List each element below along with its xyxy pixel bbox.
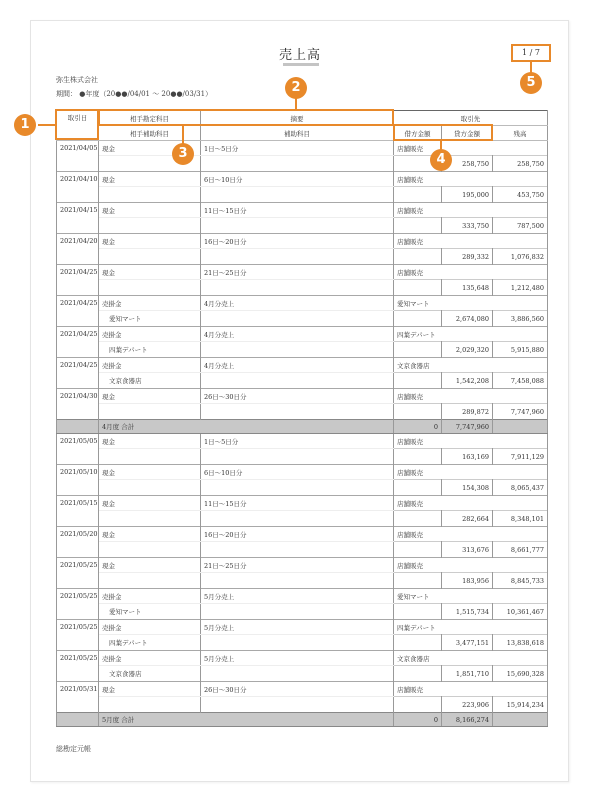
- entry-date: 2021/05/20: [57, 527, 99, 558]
- entry-account: 現金: [99, 265, 201, 280]
- entry-debit: [394, 311, 442, 327]
- entry-summary: 21日～25日分: [201, 558, 394, 573]
- header-counter-account: 相手勘定科目: [99, 111, 201, 126]
- entry-balance: 15,914,234: [493, 697, 548, 713]
- entry-summary: 4月分売上: [201, 296, 394, 311]
- ledger-entry-row: [57, 651, 548, 666]
- entry-partner: 店舗販売: [394, 496, 548, 511]
- entry-debit: [394, 511, 442, 527]
- entry-credit: 258,750: [442, 156, 493, 172]
- header-partner: 取引先: [394, 111, 548, 126]
- header-summary: 摘要: [201, 111, 394, 126]
- entry-summary: 16日～20日分: [201, 234, 394, 249]
- entry-balance: 8,065,437: [493, 480, 548, 496]
- entry-sub-account: 愛知マート: [99, 311, 201, 327]
- entry-sub-account: [99, 480, 201, 496]
- entry-sub-account: 愛知マート: [99, 604, 201, 620]
- entry-date: 2021/04/15: [57, 203, 99, 234]
- entry-credit: 183,956: [442, 573, 493, 589]
- entry-account: 売掛金: [99, 296, 201, 311]
- ledger-entry-subrow: [57, 249, 548, 265]
- entry-balance: 7,911,129: [493, 449, 548, 465]
- callout-line-2: [295, 98, 297, 110]
- entry-balance: 7,458,088: [493, 373, 548, 389]
- entry-balance: 8,661,777: [493, 542, 548, 558]
- total-label: 4月度 合計: [99, 420, 394, 434]
- entry-sub-summary: [201, 404, 394, 420]
- entry-date: 2021/05/25: [57, 620, 99, 651]
- entry-partner: 愛知マート: [394, 589, 548, 604]
- total-debit: 0: [394, 713, 442, 727]
- entry-balance: 1,212,480: [493, 280, 548, 296]
- entry-sub-account: [99, 404, 201, 420]
- entry-date: 2021/05/25: [57, 558, 99, 589]
- entry-date: 2021/04/25: [57, 265, 99, 296]
- entry-summary: 5月分売上: [201, 589, 394, 604]
- callout-badge-2: 2: [285, 77, 307, 99]
- ledger-entry-subrow: [57, 311, 548, 327]
- entry-sub-summary: [201, 449, 394, 465]
- entry-summary: 4月分売上: [201, 358, 394, 373]
- entry-sub-summary: [201, 604, 394, 620]
- header-counter-sub-account: 相手補助科目: [99, 126, 201, 141]
- entry-summary: 6日～10日分: [201, 465, 394, 480]
- entry-credit: 154,308: [442, 480, 493, 496]
- entry-balance: 787,500: [493, 218, 548, 234]
- entry-credit: 289,872: [442, 404, 493, 420]
- total-debit: 0: [394, 420, 442, 434]
- page-title: 売上高: [278, 48, 321, 63]
- ledger-entry-row: [57, 620, 548, 635]
- entry-credit: 282,664: [442, 511, 493, 527]
- ledger-entry-subrow: [57, 187, 548, 203]
- header-balance: 残高: [493, 126, 548, 141]
- entry-sub-summary: [201, 542, 394, 558]
- total-date-blank: [57, 420, 99, 434]
- entry-partner: 店舗販売: [394, 172, 548, 187]
- total-credit: 7,747,960: [442, 420, 493, 434]
- entry-balance: 453,750: [493, 187, 548, 203]
- entry-date: 2021/05/05: [57, 434, 99, 465]
- entry-balance: 3,886,560: [493, 311, 548, 327]
- entry-sub-summary: [201, 342, 394, 358]
- entry-account: 現金: [99, 172, 201, 187]
- entry-partner: 店舗販売: [394, 389, 548, 404]
- ledger-entry-row: [57, 358, 548, 373]
- entry-sub-summary: [201, 635, 394, 651]
- entry-debit: [394, 249, 442, 265]
- entry-partner: 店舗販売: [394, 265, 548, 280]
- entry-credit: 1,515,734: [442, 604, 493, 620]
- entry-account: 現金: [99, 141, 201, 156]
- entry-summary: 11日～15日分: [201, 496, 394, 511]
- entry-partner: 店舗販売: [394, 527, 548, 542]
- entry-balance: 5,915,880: [493, 342, 548, 358]
- total-balance-blank: [493, 420, 548, 434]
- entry-sub-account: [99, 249, 201, 265]
- entry-credit: 333,750: [442, 218, 493, 234]
- entry-credit: 1,851,710: [442, 666, 493, 682]
- entry-credit: 1,542,208: [442, 373, 493, 389]
- entry-summary: 1日～5日分: [201, 141, 394, 156]
- entry-account: 現金: [99, 558, 201, 573]
- entry-debit: [394, 480, 442, 496]
- ledger-entry-subrow: [57, 573, 548, 589]
- entry-debit: [394, 573, 442, 589]
- entry-sub-summary: [201, 249, 394, 265]
- entry-credit: 2,674,080: [442, 311, 493, 327]
- entry-sub-account: 文京食器店: [99, 666, 201, 682]
- header-credit: 貸方金額: [442, 126, 493, 141]
- ledger-entry-subrow: [57, 635, 548, 651]
- entry-sub-account: [99, 280, 201, 296]
- entry-date: 2021/05/31: [57, 682, 99, 713]
- entry-account: 売掛金: [99, 327, 201, 342]
- entry-account: 売掛金: [99, 651, 201, 666]
- entry-debit: [394, 449, 442, 465]
- ledger-entry-subrow: [57, 697, 548, 713]
- entry-sub-summary: [201, 573, 394, 589]
- header-sub-account: 補助科目: [201, 126, 394, 141]
- entry-summary: 1日～5日分: [201, 434, 394, 449]
- entry-sub-summary: [201, 480, 394, 496]
- monthly-total-row: [57, 713, 548, 727]
- entry-account: 現金: [99, 434, 201, 449]
- entry-balance: 1,076,832: [493, 249, 548, 265]
- company-name: 弥生株式会社: [56, 76, 98, 84]
- ledger-body: [57, 141, 548, 727]
- entry-sub-summary: [201, 311, 394, 327]
- page-number: 1 / 7: [511, 44, 551, 62]
- ledger-entry-row: [57, 141, 548, 156]
- entry-sub-account: 四葉デパート: [99, 635, 201, 651]
- entry-sub-account: 四葉デパート: [99, 342, 201, 358]
- ledger-entry-subrow: [57, 604, 548, 620]
- ledger-entry-row: [57, 389, 548, 404]
- entry-credit: 135,648: [442, 280, 493, 296]
- ledger-entry-subrow: [57, 666, 548, 682]
- entry-date: 2021/05/10: [57, 465, 99, 496]
- entry-partner: 愛知マート: [394, 296, 548, 311]
- total-balance-blank: [493, 713, 548, 727]
- header-debit: 借方金額: [394, 126, 442, 141]
- ledger-entry-subrow: [57, 449, 548, 465]
- entry-debit: [394, 635, 442, 651]
- entry-partner: 店舗販売: [394, 141, 548, 156]
- entry-credit: 313,676: [442, 542, 493, 558]
- ledger-entry-subrow: [57, 511, 548, 527]
- entry-debit: [394, 373, 442, 389]
- entry-partner: 四葉デパート: [394, 327, 548, 342]
- callout-highlight-date: [55, 109, 99, 140]
- entry-credit: 223,906: [442, 697, 493, 713]
- header-date: 取引日: [57, 111, 99, 141]
- entry-credit: 3,477,151: [442, 635, 493, 651]
- entry-sub-summary: [201, 218, 394, 234]
- entry-balance: 10,361,467: [493, 604, 548, 620]
- entry-summary: 11日～15日分: [201, 203, 394, 218]
- entry-summary: 16日～20日分: [201, 527, 394, 542]
- entry-balance: 15,690,328: [493, 666, 548, 682]
- monthly-total-row: [57, 420, 548, 434]
- entry-date: 2021/04/20: [57, 234, 99, 265]
- ledger-entry-row: [57, 434, 548, 449]
- ledger-entry-row: [57, 496, 548, 511]
- ledger-entry-subrow: [57, 542, 548, 558]
- entry-sub-account: [99, 218, 201, 234]
- entry-account: 現金: [99, 203, 201, 218]
- footer-label: 総勘定元帳: [56, 745, 91, 753]
- ledger-entry-subrow: [57, 280, 548, 296]
- entry-date: 2021/04/05: [57, 141, 99, 172]
- entry-sub-summary: [201, 156, 394, 172]
- entry-sub-account: 文京食器店: [99, 373, 201, 389]
- ledger-entry-row: [57, 265, 548, 280]
- entry-sub-account: [99, 573, 201, 589]
- entry-account: 売掛金: [99, 358, 201, 373]
- entry-partner: 店舗販売: [394, 234, 548, 249]
- entry-credit: 2,029,320: [442, 342, 493, 358]
- callout-badge-4: 4: [430, 149, 452, 171]
- entry-credit: 195,000: [442, 187, 493, 203]
- general-ledger-table: [56, 110, 548, 727]
- ledger-entry-subrow: [57, 480, 548, 496]
- entry-date: 2021/05/25: [57, 589, 99, 620]
- entry-sub-account: [99, 697, 201, 713]
- entry-summary: 4月分売上: [201, 327, 394, 342]
- entry-balance: 7,747,960: [493, 404, 548, 420]
- ledger-entry-row: [57, 682, 548, 697]
- ledger-entry-row: [57, 234, 548, 249]
- entry-date: 2021/05/15: [57, 496, 99, 527]
- entry-sub-account: [99, 187, 201, 203]
- entry-date: 2021/04/25: [57, 358, 99, 389]
- period-label: 期間： ●年度（20●●/04/01 ～ 20●●/03/31）: [56, 90, 213, 98]
- ledger-entry-row: [57, 327, 548, 342]
- ledger-entry-row: [57, 589, 548, 604]
- ledger-entry-subrow: [57, 218, 548, 234]
- entry-account: 現金: [99, 496, 201, 511]
- ledger-entry-row: [57, 203, 548, 218]
- entry-sub-account: [99, 449, 201, 465]
- total-date-blank: [57, 713, 99, 727]
- callout-badge-1: 1: [14, 114, 36, 136]
- entry-balance: 8,348,101: [493, 511, 548, 527]
- callout-line-1: [38, 124, 56, 126]
- entry-sub-account: [99, 542, 201, 558]
- title-underline: [283, 63, 319, 66]
- entry-sub-summary: [201, 666, 394, 682]
- entry-credit: 163,169: [442, 449, 493, 465]
- entry-partner: 店舗販売: [394, 558, 548, 573]
- entry-partner: 店舗販売: [394, 203, 548, 218]
- entry-account: 売掛金: [99, 620, 201, 635]
- entry-date: 2021/04/30: [57, 389, 99, 420]
- entry-account: 現金: [99, 682, 201, 697]
- callout-line-3a: [98, 124, 184, 126]
- entry-date: 2021/04/25: [57, 327, 99, 358]
- callout-highlight-debit-credit: [393, 124, 493, 141]
- entry-debit: [394, 342, 442, 358]
- entry-sub-summary: [201, 511, 394, 527]
- entry-account: 現金: [99, 389, 201, 404]
- entry-summary: 26日～30日分: [201, 682, 394, 697]
- entry-date: 2021/05/25: [57, 651, 99, 682]
- ledger-entry-row: [57, 558, 548, 573]
- entry-debit: [394, 218, 442, 234]
- entry-partner: 四葉デパート: [394, 620, 548, 635]
- entry-date: 2021/04/10: [57, 172, 99, 203]
- entry-sub-summary: [201, 187, 394, 203]
- callout-badge-3: 3: [172, 143, 194, 165]
- entry-summary: 5月分売上: [201, 651, 394, 666]
- entry-summary: 6日～10日分: [201, 172, 394, 187]
- entry-account: 売掛金: [99, 589, 201, 604]
- entry-summary: 5月分売上: [201, 620, 394, 635]
- ledger-entry-subrow: [57, 342, 548, 358]
- entry-account: 現金: [99, 465, 201, 480]
- entry-account: 現金: [99, 527, 201, 542]
- entry-partner: 文京食器店: [394, 358, 548, 373]
- entry-credit: 289,332: [442, 249, 493, 265]
- entry-debit: [394, 697, 442, 713]
- entry-sub-account: [99, 511, 201, 527]
- entry-debit: [394, 542, 442, 558]
- entry-debit: [394, 280, 442, 296]
- entry-debit: [394, 187, 442, 203]
- entry-summary: 21日～25日分: [201, 265, 394, 280]
- entry-sub-summary: [201, 280, 394, 296]
- entry-partner: 文京食器店: [394, 651, 548, 666]
- callout-badge-5: 5: [520, 72, 542, 94]
- total-label: 5月度 合計: [99, 713, 394, 727]
- ledger-entry-row: [57, 172, 548, 187]
- entry-sub-summary: [201, 697, 394, 713]
- entry-debit: [394, 404, 442, 420]
- entry-sub-summary: [201, 373, 394, 389]
- entry-partner: 店舗販売: [394, 434, 548, 449]
- entry-account: 現金: [99, 234, 201, 249]
- ledger-entry-row: [57, 465, 548, 480]
- entry-partner: 店舗販売: [394, 682, 548, 697]
- entry-partner: 店舗販売: [394, 465, 548, 480]
- ledger-entry-subrow: [57, 404, 548, 420]
- entry-summary: 26日～30日分: [201, 389, 394, 404]
- ledger-entry-subrow: [57, 156, 548, 172]
- entry-date: 2021/04/25: [57, 296, 99, 327]
- entry-balance: 8,845,733: [493, 573, 548, 589]
- total-credit: 8,166,274: [442, 713, 493, 727]
- entry-debit: [394, 666, 442, 682]
- entry-balance: 13,838,618: [493, 635, 548, 651]
- ledger-entry-row: [57, 296, 548, 311]
- ledger-entry-subrow: [57, 373, 548, 389]
- ledger-entry-row: [57, 527, 548, 542]
- entry-balance: 258,750: [493, 156, 548, 172]
- entry-debit: [394, 604, 442, 620]
